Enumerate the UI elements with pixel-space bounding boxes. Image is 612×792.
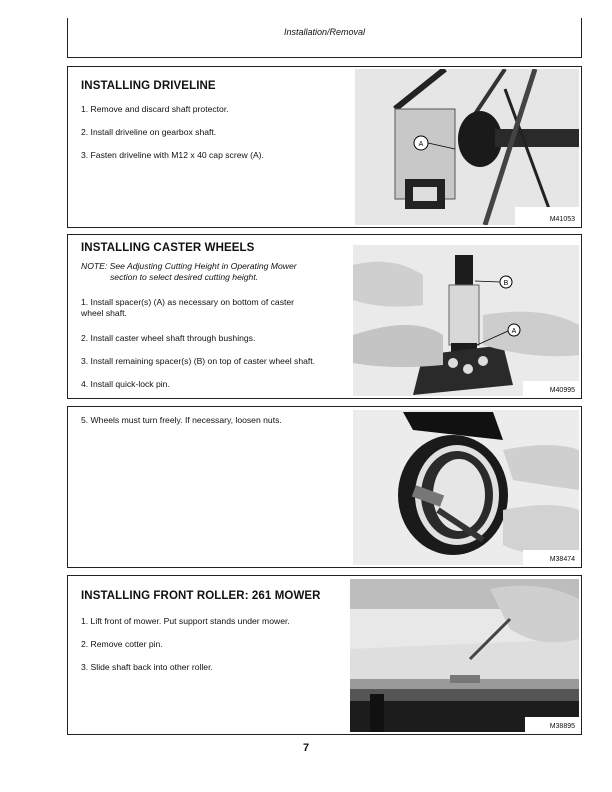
page-number: 7 bbox=[302, 742, 310, 754]
step-3: 3. Fasten driveline with M12 x 40 cap screw (A). bbox=[81, 150, 264, 160]
step-1: 1. Install spacer(s) (A) as necessary on bottom of caster bbox=[81, 297, 295, 307]
section-title: INSTALLING CASTER WHEELS bbox=[81, 242, 255, 254]
step-5: 5. Wheels must turn freely. If necessary, loosen nuts. bbox=[81, 415, 282, 425]
section-title: INSTALLING DRIVELINE bbox=[81, 80, 216, 92]
figure-code: M41053 bbox=[549, 216, 575, 223]
step-2: 2. Remove cotter pin. bbox=[81, 639, 163, 649]
step-1: 1. Remove and discard shaft protector. bbox=[81, 104, 229, 114]
note-line-1: NOTE: See Adjusting Cutting Height in Operating Mower bbox=[81, 261, 297, 271]
section-wheel-check bbox=[67, 406, 582, 568]
caster-wheel-photo bbox=[353, 245, 579, 396]
step-1-cont: wheel shaft. bbox=[81, 308, 127, 318]
callout-a: A bbox=[511, 328, 517, 335]
section-installing-driveline bbox=[67, 66, 582, 228]
step-2: 2. Install caster wheel shaft through bushings. bbox=[81, 333, 256, 343]
figure-code: M38895 bbox=[549, 723, 575, 730]
wheel-photo bbox=[353, 410, 579, 565]
step-4: 4. Install quick-lock pin. bbox=[81, 379, 170, 389]
step-3: 3. Slide shaft back into other roller. bbox=[81, 662, 213, 672]
callout-b: B bbox=[503, 280, 509, 287]
note-line-2: section to select desired cutting height. bbox=[110, 272, 259, 282]
figure-code: M40995 bbox=[549, 387, 575, 394]
section-installing-front-roller bbox=[67, 575, 582, 735]
page-header bbox=[67, 18, 582, 58]
header-title: Installation/Removal bbox=[283, 27, 366, 37]
section-title: INSTALLING FRONT ROLLER: 261 MOWER bbox=[81, 590, 321, 602]
step-2: 2. Install driveline on gearbox shaft. bbox=[81, 127, 217, 137]
driveline-photo bbox=[355, 69, 579, 225]
figure-code: M38474 bbox=[549, 556, 575, 563]
step-1: 1. Lift front of mower. Put support stands under mower. bbox=[81, 616, 290, 626]
section-installing-caster-wheels bbox=[67, 234, 582, 399]
front-roller-photo bbox=[350, 579, 579, 732]
callout-a: A bbox=[418, 141, 424, 148]
step-3: 3. Install remaining spacer(s) (B) on top of caster wheel shaft. bbox=[81, 356, 316, 366]
